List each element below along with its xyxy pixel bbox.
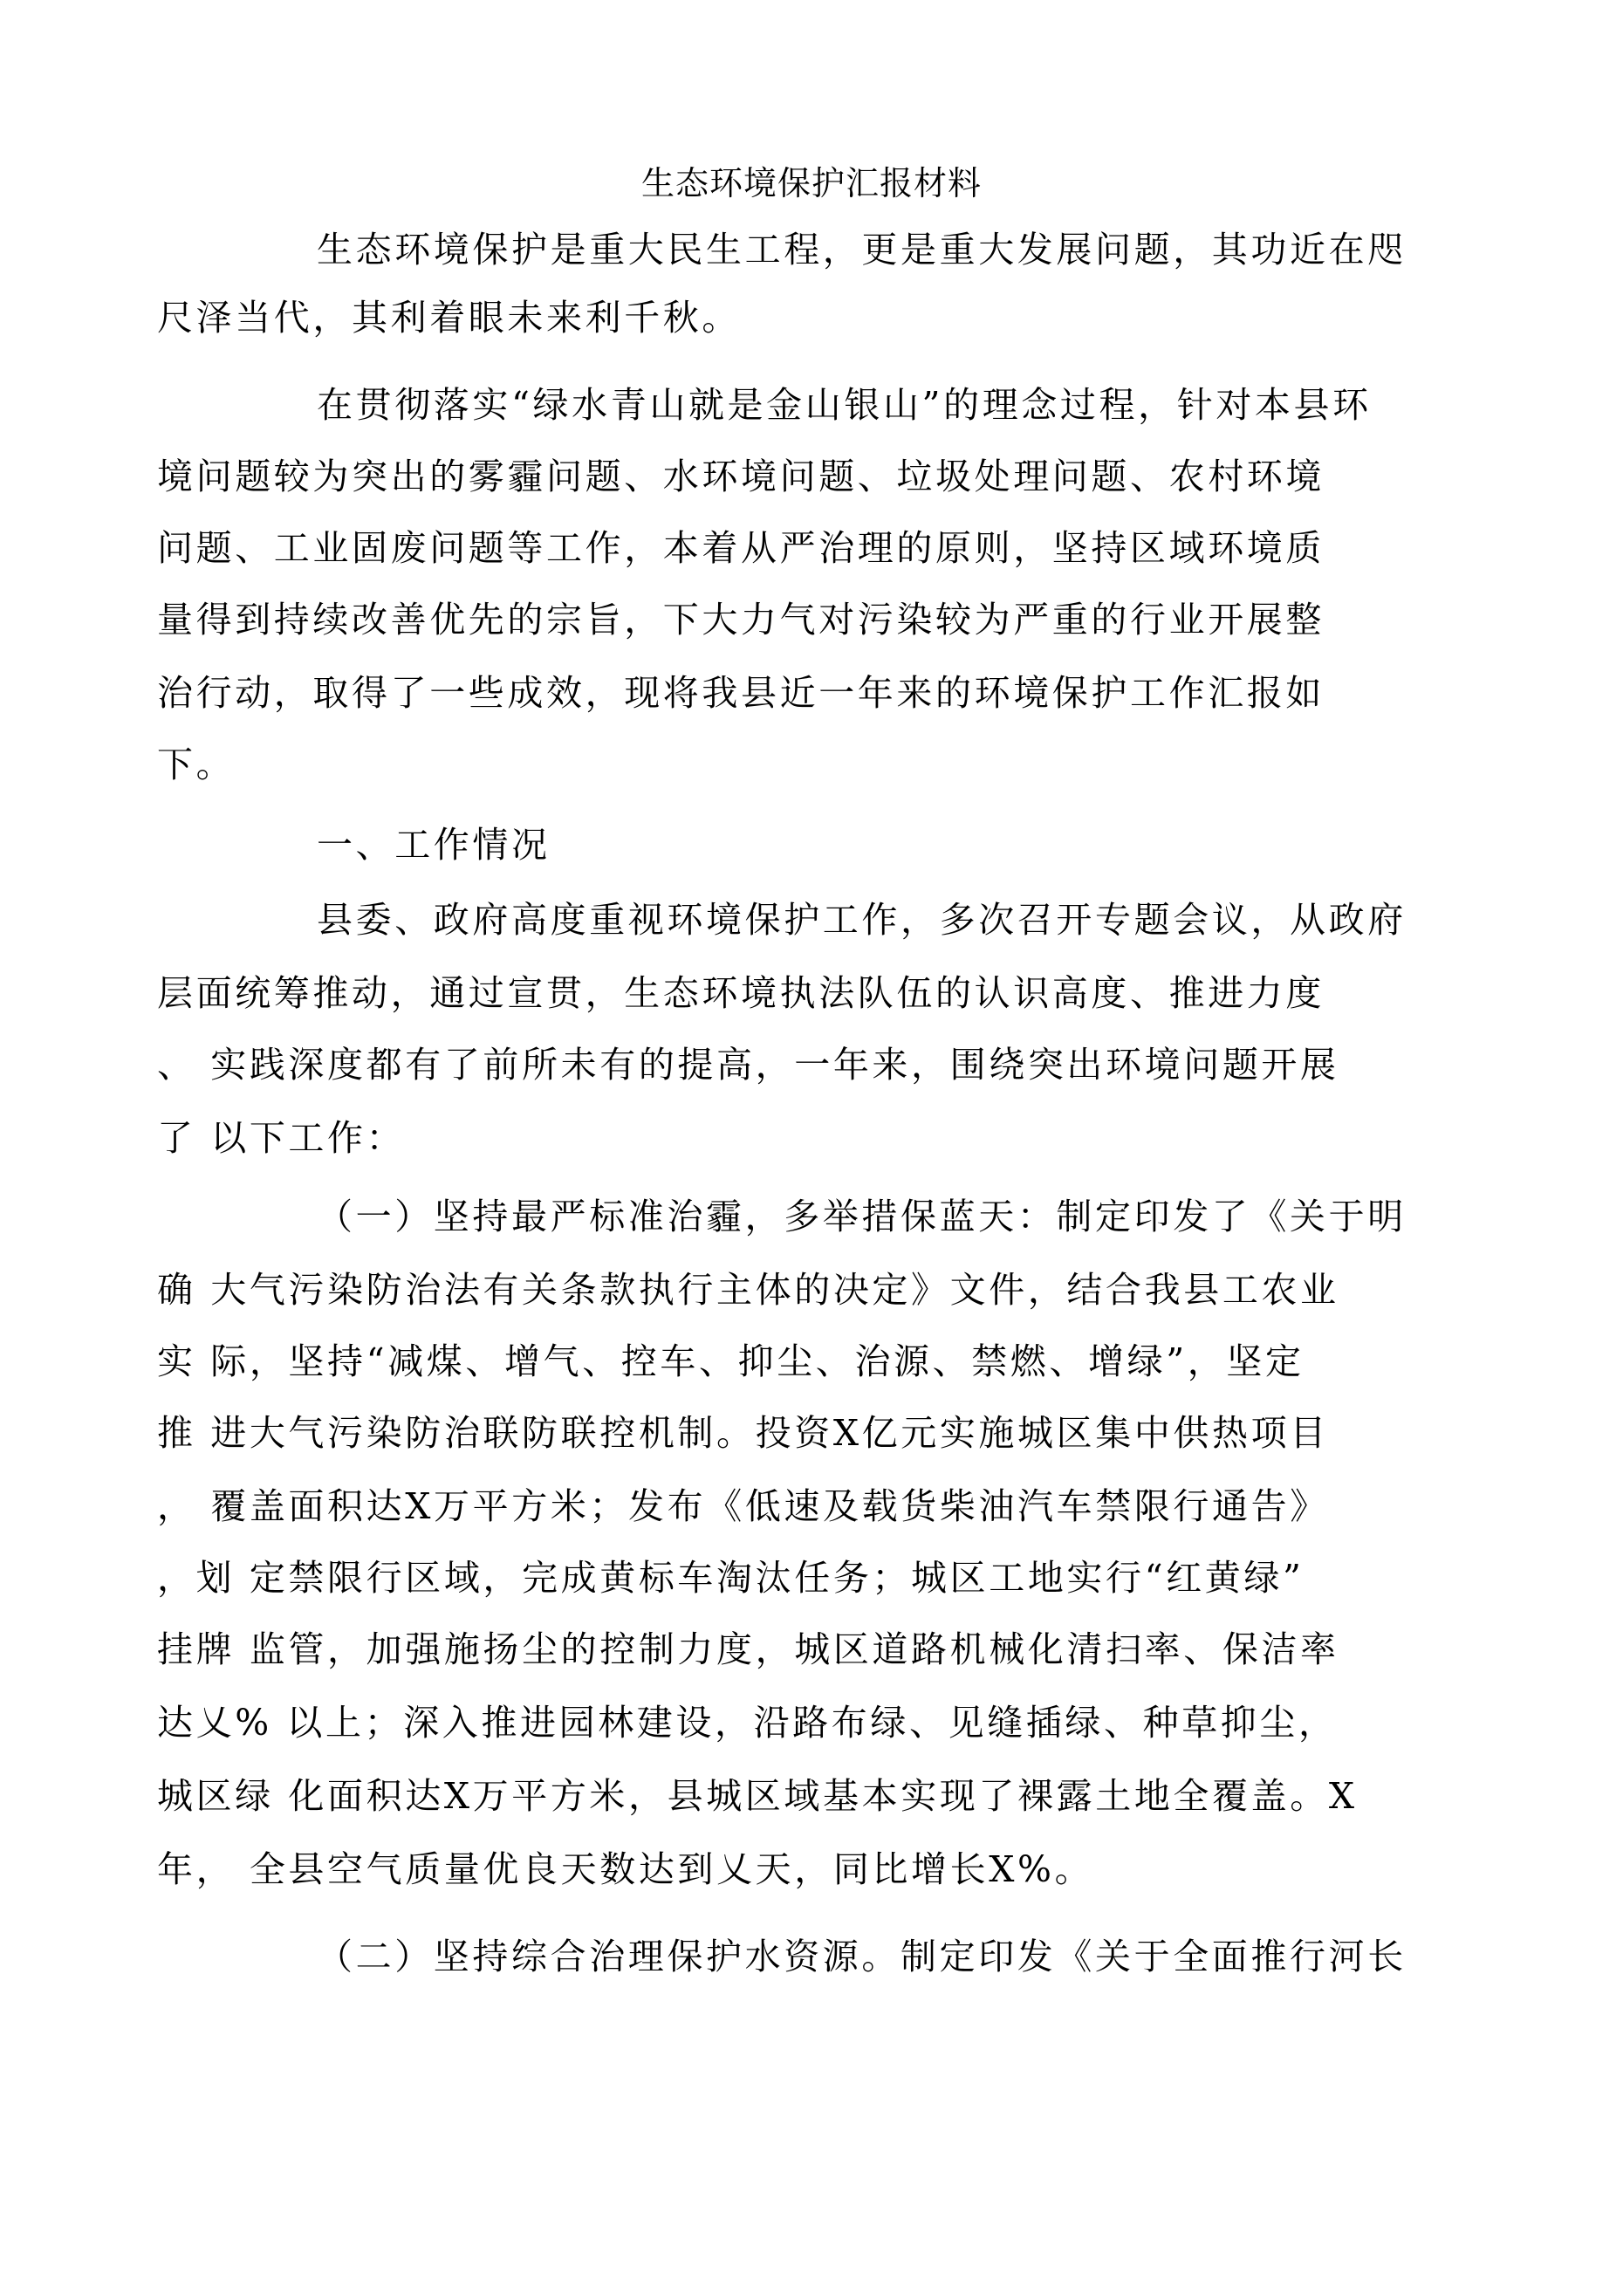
section-heading-work-status: 一、工作情况 bbox=[317, 824, 551, 866]
paragraph-intro-line-2: 尺泽当代，其利着眼未来利千秋。 bbox=[157, 297, 741, 339]
paragraph-context-line-1: 在贯彻落实“绿水青山就是金山银山”的理念过程，针对本县环 bbox=[317, 384, 1372, 426]
paragraph-air-line-2: 确 大气污染防治法有关条款执行主体的决定》文件，结合我县工农业 bbox=[157, 1269, 1339, 1311]
paragraph-intro-line-1: 生态环境保护是重大民生工程，更是重大发展问题，其功近在咫 bbox=[317, 229, 1407, 271]
paragraph-air-line-7: 挂牌 监管，加强施扬尘的控制力度，城区道路机械化清扫率、保洁率 bbox=[157, 1628, 1339, 1670]
paragraph-air-line-1: （一）坚持最严标准治霾，多举措保蓝天：制定印发了《关于明 bbox=[317, 1196, 1407, 1237]
document-title: 生态环境保护汇报材料 bbox=[640, 164, 982, 202]
paragraph-air-line-6: ，划 定禁限行区域，完成黄标车淘汰任务；城区工地实行“红黄绿” bbox=[157, 1557, 1305, 1599]
paragraph-air-line-3: 实 际，坚持“减煤、增气、控车、抑尘、治源、禁燃、增绿”，坚定 bbox=[157, 1340, 1305, 1382]
paragraph-context-line-6: 下。 bbox=[157, 744, 236, 785]
paragraph-context-line-3: 问题、工业固废问题等工作，本着从严治理的原则，坚持区域环境质 bbox=[157, 527, 1325, 569]
paragraph-water-line-1: （二）坚持综合治理保护水资源。制定印发《关于全面推行河长 bbox=[317, 1936, 1407, 1977]
paragraph-context-line-5: 治行动，取得了一些成效，现将我县近一年来的环境保护工作汇报如 bbox=[157, 672, 1325, 714]
paragraph-air-line-4: 推 进大气污染防治联防联控机制。投资X亿元实施城区集中供热项目 bbox=[157, 1412, 1329, 1454]
paragraph-overview-line-1: 县委、政府高度重视环境保护工作，多次召开专题会议，从政府 bbox=[317, 899, 1407, 941]
paragraph-context-line-4: 量得到持续改善优先的宗旨，下大力气对污染较为严重的行业开展整 bbox=[157, 599, 1325, 641]
paragraph-overview-line-3: 、 实践深度都有了前所未有的提高，一年来，围绕突出环境问题开展 bbox=[157, 1044, 1339, 1086]
paragraph-air-line-8: 达乂% 以上；深入推进园林建设，沿路布绿、见缝插绿、种草抑尘， bbox=[157, 1702, 1338, 1744]
paragraph-air-line-10: 年， 全县空气质量优良天数达到乂天，同比增长X%。 bbox=[157, 1848, 1094, 1890]
paragraph-air-line-5: ， 覆盖面积达X万平方米；发布《低速及载货柴油汽车禁限行通告》 bbox=[157, 1485, 1329, 1527]
paragraph-overview-line-2: 层面统筹推动，通过宣贯，生态环境执法队伍的认识高度、推进力度 bbox=[157, 972, 1325, 1014]
paragraph-context-line-2: 境问题较为突出的雾霾问题、水环境问题、垃圾处理问题、农村环境 bbox=[157, 456, 1325, 497]
paragraph-overview-line-4: 了 以下工作： bbox=[157, 1117, 406, 1159]
paragraph-air-line-9: 城区绿 化面积达X万平方米，县城区域基本实现了裸露土地全覆盖。X bbox=[157, 1775, 1358, 1817]
